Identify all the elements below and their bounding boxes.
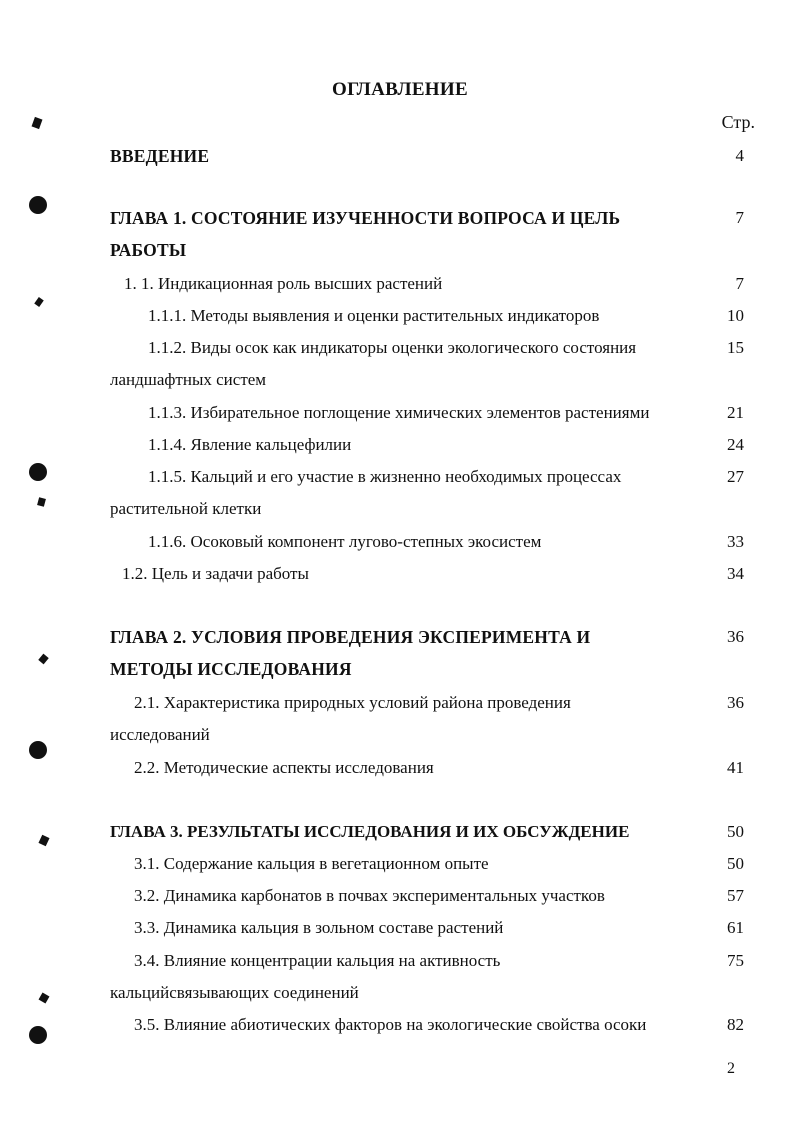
toc-entry-title-continuation: РАБОТЫ (110, 240, 187, 260)
page-number: 2 (727, 1060, 735, 1077)
toc-entry-page: 21 (727, 403, 744, 422)
toc-entry-page: 7 (735, 274, 744, 293)
toc-entry-page: 41 (727, 758, 744, 777)
toc-entry-title-continuation: МЕТОДЫ ИССЛЕДОВАНИЯ (110, 659, 352, 679)
toc-entry-page: 57 (727, 886, 744, 905)
toc-entry-title: 3.5. Влияние абиотических факторов на экологические свойства осоки (134, 1015, 647, 1034)
toc-entry-title: 1.1.6. Осоковый компонент лугово-степных экосистем (148, 532, 542, 551)
toc-entry-page: 36 (727, 693, 744, 712)
toc-entry-title-continuation: исследований (110, 725, 210, 744)
margin-mark (34, 297, 44, 307)
toc-entry-page: 75 (727, 951, 744, 970)
binding-hole (29, 1026, 47, 1044)
toc-entry-title: ГЛАВА 1. СОСТОЯНИЕ ИЗУЧЕННОСТИ ВОПРОСА И ЦЕЛЬ (110, 208, 621, 228)
toc-entry-title-continuation: ландшафтных систем (110, 370, 267, 389)
toc-entry-page: 24 (727, 435, 744, 454)
toc-entry-page: 15 (727, 338, 744, 357)
toc-entry-title: 3.2. Динамика карбонатов в почвах экспериментальных участков (134, 886, 605, 905)
toc-entry-title: 1.1.4. Явление кальцефилии (148, 435, 352, 454)
binding-hole (29, 196, 47, 214)
binding-hole (29, 741, 47, 759)
toc-entry-title: ГЛАВА 2. УСЛОВИЯ ПРОВЕДЕНИЯ ЭКСПЕРИМЕНТА И (110, 627, 591, 647)
toc-entry-page: 50 (727, 822, 744, 841)
toc-entry-title: 1.1.2. Виды осок как индикаторы оценки экологического состояния (148, 338, 637, 357)
toc-entry-page: 7 (735, 208, 744, 227)
toc-entry-title: 3.1. Содержание кальция в вегетационном опыте (134, 854, 489, 873)
toc-entry-page: 10 (727, 306, 744, 325)
toc-entry-title: ВВЕДЕНИЕ (110, 146, 210, 166)
page-title: ОГЛАВЛЕНИЕ (332, 79, 468, 100)
toc-entry-page: 27 (727, 467, 744, 486)
toc-entry-title: 3.3. Динамика кальция в зольном составе растений (134, 918, 504, 937)
toc-entry-title: 1. 1. Индикационная роль высших растений (124, 274, 443, 293)
toc-entry-page: 36 (727, 627, 744, 646)
toc-entry-page: 50 (727, 854, 744, 873)
toc-entry-title: 1.1.3. Избирательное поглощение химических элементов растениями (148, 403, 650, 422)
margin-mark (37, 497, 46, 507)
toc-entry-page: 82 (727, 1015, 744, 1034)
toc-entry-page: 61 (727, 918, 744, 937)
toc-entry-title: 2.2. Методические аспекты исследования (134, 758, 434, 777)
toc-entry-title: 1.2. Цель и задачи работы (122, 564, 309, 583)
toc-entry-page: 4 (735, 146, 744, 165)
toc-entry-title: 2.1. Характеристика природных условий района проведения (134, 693, 571, 712)
margin-mark (38, 835, 49, 847)
binding-hole (29, 463, 47, 481)
toc-entry-page: 34 (727, 564, 744, 583)
toc-entry-page: 33 (727, 532, 744, 551)
toc-entry-title: ГЛАВА 3. РЕЗУЛЬТАТЫ ИССЛЕДОВАНИЯ И ИХ ОБСУЖДЕНИЕ (110, 822, 630, 841)
toc-entry-title-continuation: растительной клетки (110, 499, 262, 518)
toc-entry-title: 3.4. Влияние концентрации кальция на активность (134, 951, 501, 970)
margin-mark (32, 117, 43, 129)
toc-entry-title: 1.1.5. Кальций и его участие в жизненно необходимых процессах (148, 467, 622, 486)
toc-entry-title: 1.1.1. Методы выявления и оценки растительных индикаторов (148, 306, 600, 325)
margin-mark (39, 993, 50, 1004)
margin-mark (38, 654, 49, 665)
toc-entry-title-continuation: кальцийсвязывающих соединений (110, 983, 359, 1002)
page-column-header: Стр. (721, 112, 755, 132)
